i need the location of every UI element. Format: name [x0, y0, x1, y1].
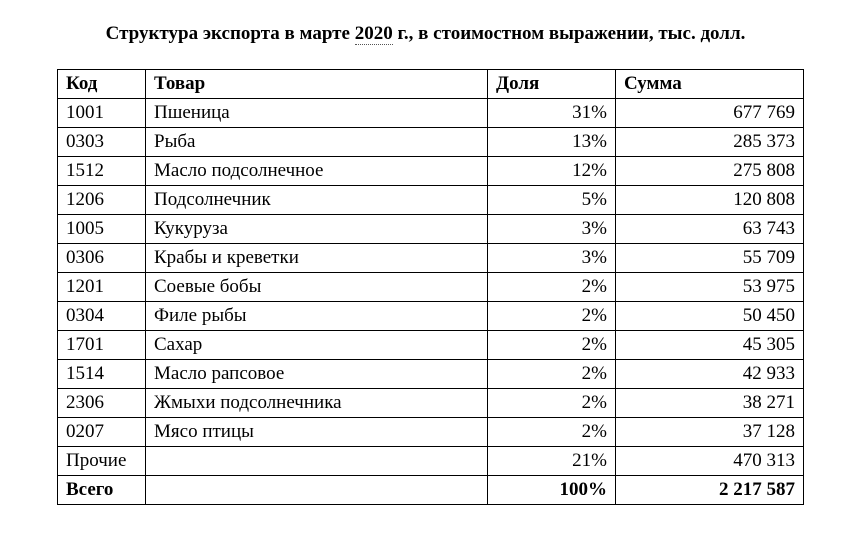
- other-label: Прочие: [58, 447, 146, 476]
- other-row: [58, 447, 804, 476]
- cell-code: 1701: [58, 331, 146, 360]
- table-row: [58, 157, 804, 186]
- title-suffix: г., в стоимостном выражении, тыс. долл.: [392, 23, 746, 44]
- cell-code: 1005: [58, 215, 146, 244]
- cell-product: Мясо птицы: [146, 418, 488, 447]
- cell-code: 1512: [58, 157, 146, 186]
- cell-sum: 53 975: [616, 273, 804, 302]
- cell-share: 2%: [488, 273, 616, 302]
- total-label: Всего: [58, 476, 146, 505]
- total-sum: 2 217 587: [616, 476, 804, 505]
- other-sum: 470 313: [616, 447, 804, 476]
- cell-sum: 285 373: [616, 128, 804, 157]
- table-row: [58, 389, 804, 418]
- cell-sum: 42 933: [616, 360, 804, 389]
- cell-product: Подсолнечник: [146, 186, 488, 215]
- table-row: [58, 128, 804, 157]
- table-row: [58, 360, 804, 389]
- table-body: [58, 99, 804, 505]
- cell-code: 0207: [58, 418, 146, 447]
- page-title: [0, 22, 851, 46]
- header-sum: Сумма: [616, 70, 804, 99]
- cell-code: 1206: [58, 186, 146, 215]
- cell-product: Жмыхи подсолнечника: [146, 389, 488, 418]
- header-row: [58, 70, 804, 99]
- cell-share: 2%: [488, 331, 616, 360]
- cell-product: Кукуруза: [146, 215, 488, 244]
- cell-product: Масло рапсовое: [146, 360, 488, 389]
- other-share: 21%: [488, 447, 616, 476]
- cell-product: Крабы и креветки: [146, 244, 488, 273]
- cell-product: Сахар: [146, 331, 488, 360]
- header-code: Код: [58, 70, 146, 99]
- cell-code: 2306: [58, 389, 146, 418]
- table-row: [58, 273, 804, 302]
- table-row: [58, 418, 804, 447]
- cell-sum: 55 709: [616, 244, 804, 273]
- cell-sum: 37 128: [616, 418, 804, 447]
- title-prefix: Структура экспорта в марте: [105, 23, 355, 44]
- table-row: [58, 215, 804, 244]
- cell-share: 2%: [488, 389, 616, 418]
- cell-sum: 50 450: [616, 302, 804, 331]
- total-row: [58, 476, 804, 505]
- cell-share: 3%: [488, 215, 616, 244]
- total-share: 100%: [488, 476, 616, 505]
- cell-code: 1001: [58, 99, 146, 128]
- cell-code: 1201: [58, 273, 146, 302]
- cell-sum: 677 769: [616, 99, 804, 128]
- header-share: Доля: [488, 70, 616, 99]
- cell-code: 0306: [58, 244, 146, 273]
- cell-share: 2%: [488, 418, 616, 447]
- cell-share: 12%: [488, 157, 616, 186]
- cell-share: 13%: [488, 128, 616, 157]
- cell-code: 0303: [58, 128, 146, 157]
- table-row: [58, 186, 804, 215]
- other-product: [146, 447, 488, 476]
- cell-product: Масло подсолнечное: [146, 157, 488, 186]
- cell-product: Филе рыбы: [146, 302, 488, 331]
- cell-sum: 38 271: [616, 389, 804, 418]
- cell-share: 5%: [488, 186, 616, 215]
- cell-product: Рыба: [146, 128, 488, 157]
- cell-sum: 120 808: [616, 186, 804, 215]
- cell-code: 1514: [58, 360, 146, 389]
- export-table: [57, 69, 804, 505]
- cell-code: 0304: [58, 302, 146, 331]
- header-product: Товар: [146, 70, 488, 99]
- cell-product: Соевые бобы: [146, 273, 488, 302]
- table-row: [58, 244, 804, 273]
- cell-sum: 63 743: [616, 215, 804, 244]
- cell-product: Пшеница: [146, 99, 488, 128]
- table-row: [58, 99, 804, 128]
- cell-share: 3%: [488, 244, 616, 273]
- cell-share: 2%: [488, 360, 616, 389]
- title-year: 2020: [354, 23, 393, 44]
- cell-sum: 45 305: [616, 331, 804, 360]
- table-row: [58, 331, 804, 360]
- cell-share: 31%: [488, 99, 616, 128]
- total-product: [146, 476, 488, 505]
- table-row: [58, 302, 804, 331]
- cell-share: 2%: [488, 302, 616, 331]
- cell-sum: 275 808: [616, 157, 804, 186]
